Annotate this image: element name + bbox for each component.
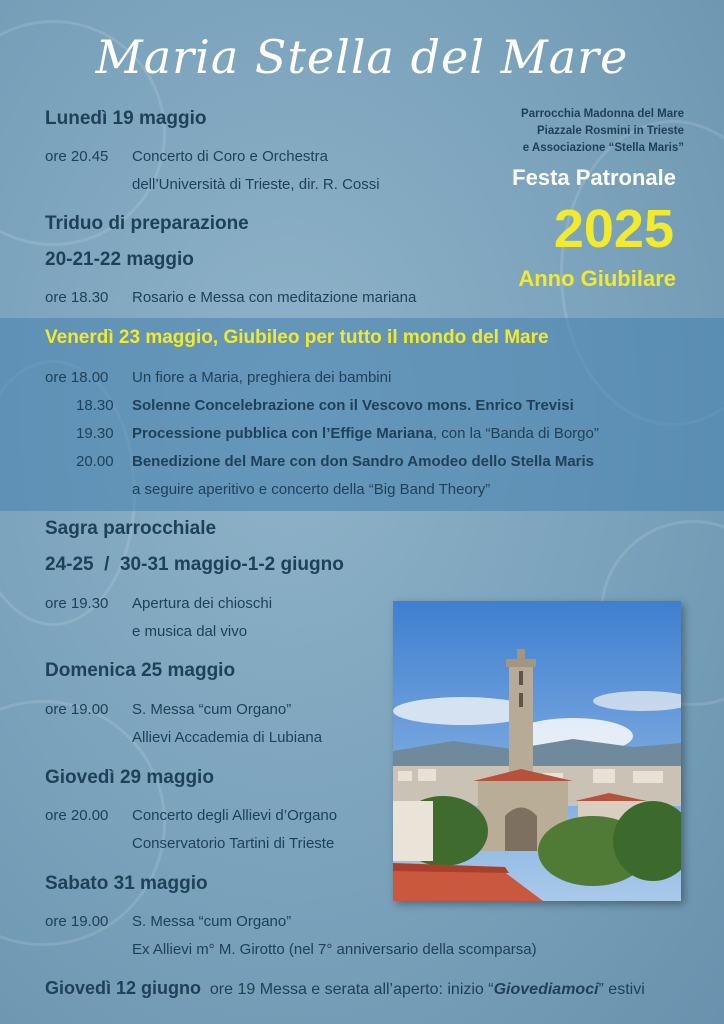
section-heading: 20-21-22 maggio <box>45 249 194 270</box>
event-text-bold: Processione pubblica con l’Effige Mariana <box>132 425 433 442</box>
event-text: dell’Università di Trieste, dir. R. Cossi <box>132 176 380 193</box>
section-heading: Triduo di preparazione <box>45 213 249 234</box>
parish-line: Piazzale Rosmini in Trieste <box>537 125 684 137</box>
event-time: ore 18.00 <box>45 369 109 386</box>
church-photo <box>393 601 681 901</box>
section-heading: Lunedì 19 maggio <box>45 108 207 129</box>
year-heading: 2025 <box>553 199 674 259</box>
event-text: Un fiore a Maria, preghiera dei bambini <box>132 369 392 386</box>
parish-line: Parrocchia Madonna del Mare <box>521 108 684 120</box>
event-text: Conservatorio Tartini di Trieste <box>132 835 335 852</box>
event-text: Rosario e Messa con meditazione mariana <box>132 289 417 306</box>
page-title: Maria Stella del Mare <box>95 30 629 84</box>
section-heading: Giovedì 12 giugno <box>45 978 202 998</box>
event-time: 18.30 <box>76 397 114 414</box>
event-time: 20.00 <box>76 453 114 470</box>
festa-heading: Festa Patronale <box>512 165 676 190</box>
section-heading: Giovedì 29 maggio <box>45 767 214 788</box>
event-text: ore 19 Messa e serata all’aperto: inizio “ <box>209 981 494 998</box>
anno-heading: Anno Giubilare <box>518 266 676 291</box>
event-text-emphasis: Giovediamoci <box>493 981 599 998</box>
event-time: ore 20.45 <box>45 148 109 165</box>
event-time: ore 20.00 <box>45 807 109 824</box>
event-text: a seguire aperitivo e concerto della “Big Band Theory” <box>132 481 491 498</box>
event-text: e musica dal vivo <box>132 623 248 640</box>
event-text-tail: ” estivi <box>598 981 645 998</box>
event-text: Solenne Concelebrazione con il Vescovo mons. Enrico Trevisi <box>132 397 574 414</box>
section-heading: Venerdì 23 maggio, Giubileo per tutto il mondo del Mare <box>45 327 549 348</box>
parish-line: e Associazione “Stella Maris” <box>522 142 684 154</box>
event-time: ore 19.30 <box>45 595 109 612</box>
event-text: S. Messa “cum Organo” <box>132 913 292 930</box>
event-text <box>132 425 599 442</box>
event-text: Ex Allievi m° M. Girotto (nel 7° anniversario della scomparsa) <box>132 941 537 958</box>
event-time: ore 19.00 <box>45 913 109 930</box>
event-text: Apertura dei chioschi <box>132 595 273 612</box>
event-text: Allievi Accademia di Lubiana <box>132 729 323 746</box>
final-line <box>45 978 645 999</box>
event-text: Benedizione del Mare con don Sandro Amodeo dello Stella Maris <box>132 453 595 470</box>
event-time: ore 18.30 <box>45 289 109 306</box>
section-heading: Sabato 31 maggio <box>45 873 208 894</box>
event-time: ore 19.00 <box>45 701 109 718</box>
church-illustration <box>393 601 681 901</box>
section-heading: 24-25 / 30-31 maggio-1-2 giugno <box>45 554 344 575</box>
event-text: S. Messa “cum Organo” <box>132 701 292 718</box>
section-heading: Sagra parrocchiale <box>45 518 217 539</box>
event-time: 19.30 <box>76 425 114 442</box>
section-heading: Domenica 25 maggio <box>45 660 236 681</box>
event-text-tail: , con la “Banda di Borgo” <box>432 425 599 442</box>
parish-info <box>521 106 684 157</box>
event-text: Concerto di Coro e Orchestra <box>132 148 328 165</box>
event-text: Concerto degli Allievi d’Organo <box>132 807 338 824</box>
